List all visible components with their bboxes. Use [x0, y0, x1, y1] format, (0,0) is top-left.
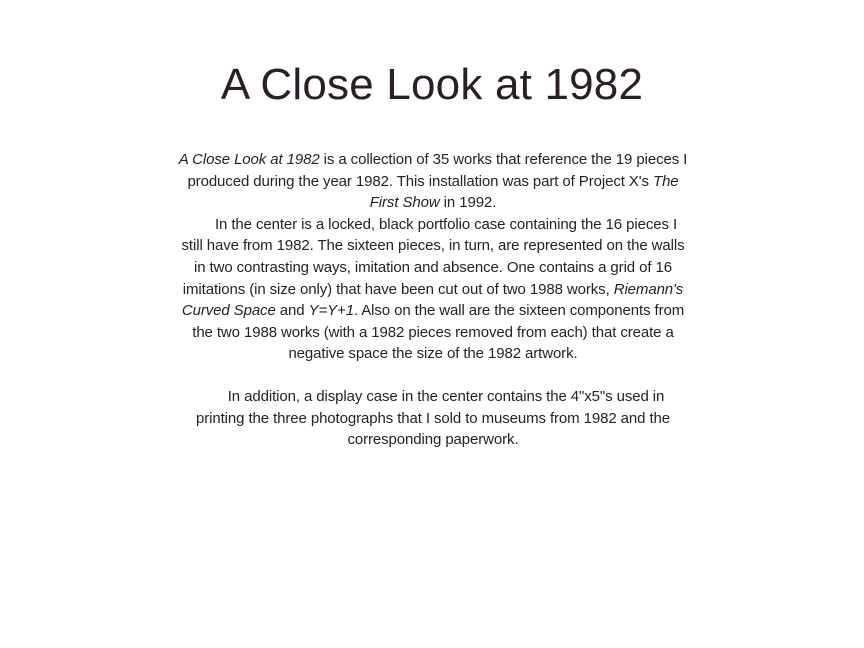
text-d: and	[275, 302, 309, 320]
text-a: is a collection of 35 works that reference the 19 pieces I produced during the year 1982. This installation was part of Project X's	[187, 151, 688, 190]
title-italic: A Close Look at 1982	[178, 151, 320, 168]
paragraph-1	[178, 149, 688, 365]
paragraph-2-text: In addition, a display case in the center contains the 4"x5"s used in printing the three photographs that I sold to museums from 1982 and the corresponding paperwork.	[195, 387, 671, 449]
page-title: A Close Look at 1982	[220, 60, 644, 109]
paragraph-2	[178, 386, 688, 451]
work1-italic: Riemann's Curved Space	[181, 280, 684, 320]
text-b: in 1992.	[439, 194, 497, 212]
text-e: . Also on the wall are the sixteen components from the two 1988 works (with a 1982 pieces removed from each) that create a negative space the size of the 1982 artwork.	[192, 302, 685, 363]
show-italic: The First Show	[369, 172, 679, 212]
description-text	[178, 149, 688, 451]
work2-italic: Y=Y+1	[308, 302, 354, 320]
text-c: In the center is a locked, black portfolio case containing the 16 pieces I still have from 1982. The sixteen pieces, in turn, are represented on the walls in two contrasting ways, imitation and absence. One contains a grid of 16 imitations (in size only) that have been cut out of two 1988 works,	[181, 215, 685, 298]
